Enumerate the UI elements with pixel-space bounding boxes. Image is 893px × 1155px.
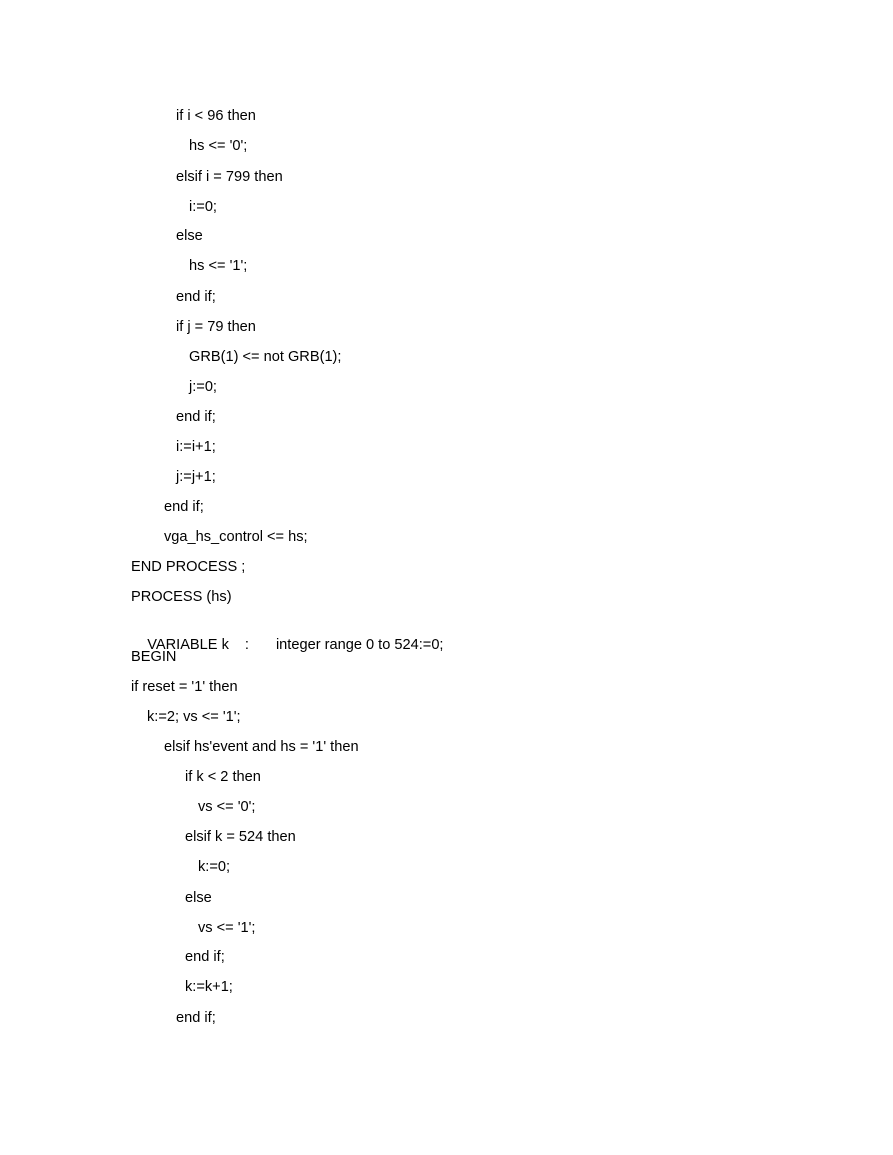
code-line: hs <= '0'; [189, 138, 248, 154]
code-line: elsif i = 799 then [176, 169, 283, 185]
code-line: end if; [185, 949, 225, 965]
code-line: j:=j+1; [176, 469, 216, 485]
code-line: vga_hs_control <= hs; [164, 529, 308, 545]
code-line: end if; [176, 409, 216, 425]
variable-declaration-line [131, 618, 444, 672]
variable-type: integer range 0 to 524:=0; [275, 637, 444, 653]
code-line: i:=0; [189, 199, 217, 215]
code-line: elsif k = 524 then [185, 829, 296, 845]
code-line: if i < 96 then [176, 108, 256, 124]
code-line: hs <= '1'; [189, 258, 248, 274]
code-line: else [176, 228, 203, 244]
code-line: BEGIN [131, 649, 177, 665]
code-line: if reset = '1' then [131, 679, 238, 695]
code-line: else [185, 890, 212, 906]
variable-colon: : [244, 637, 249, 653]
code-line: if k < 2 then [185, 769, 261, 785]
code-line: END PROCESS ; [131, 559, 246, 575]
code-line: end if; [176, 1010, 216, 1026]
code-line: k:=k+1; [185, 979, 233, 995]
code-line: elsif hs'event and hs = '1' then [164, 739, 359, 755]
code-line: k:=2; vs <= '1'; [147, 709, 241, 725]
variable-keyword: VARIABLE k [147, 637, 229, 653]
code-line: end if; [176, 289, 216, 305]
code-line: end if; [164, 499, 204, 515]
code-line: PROCESS (hs) [131, 589, 232, 605]
code-line: if j = 79 then [176, 319, 256, 335]
code-line: GRB(1) <= not GRB(1); [189, 349, 342, 365]
code-line: i:=i+1; [176, 439, 216, 455]
code-line: j:=0; [189, 379, 217, 395]
code-line: vs <= '1'; [198, 920, 256, 936]
code-line: k:=0; [198, 859, 231, 875]
code-line: vs <= '0'; [198, 799, 256, 815]
